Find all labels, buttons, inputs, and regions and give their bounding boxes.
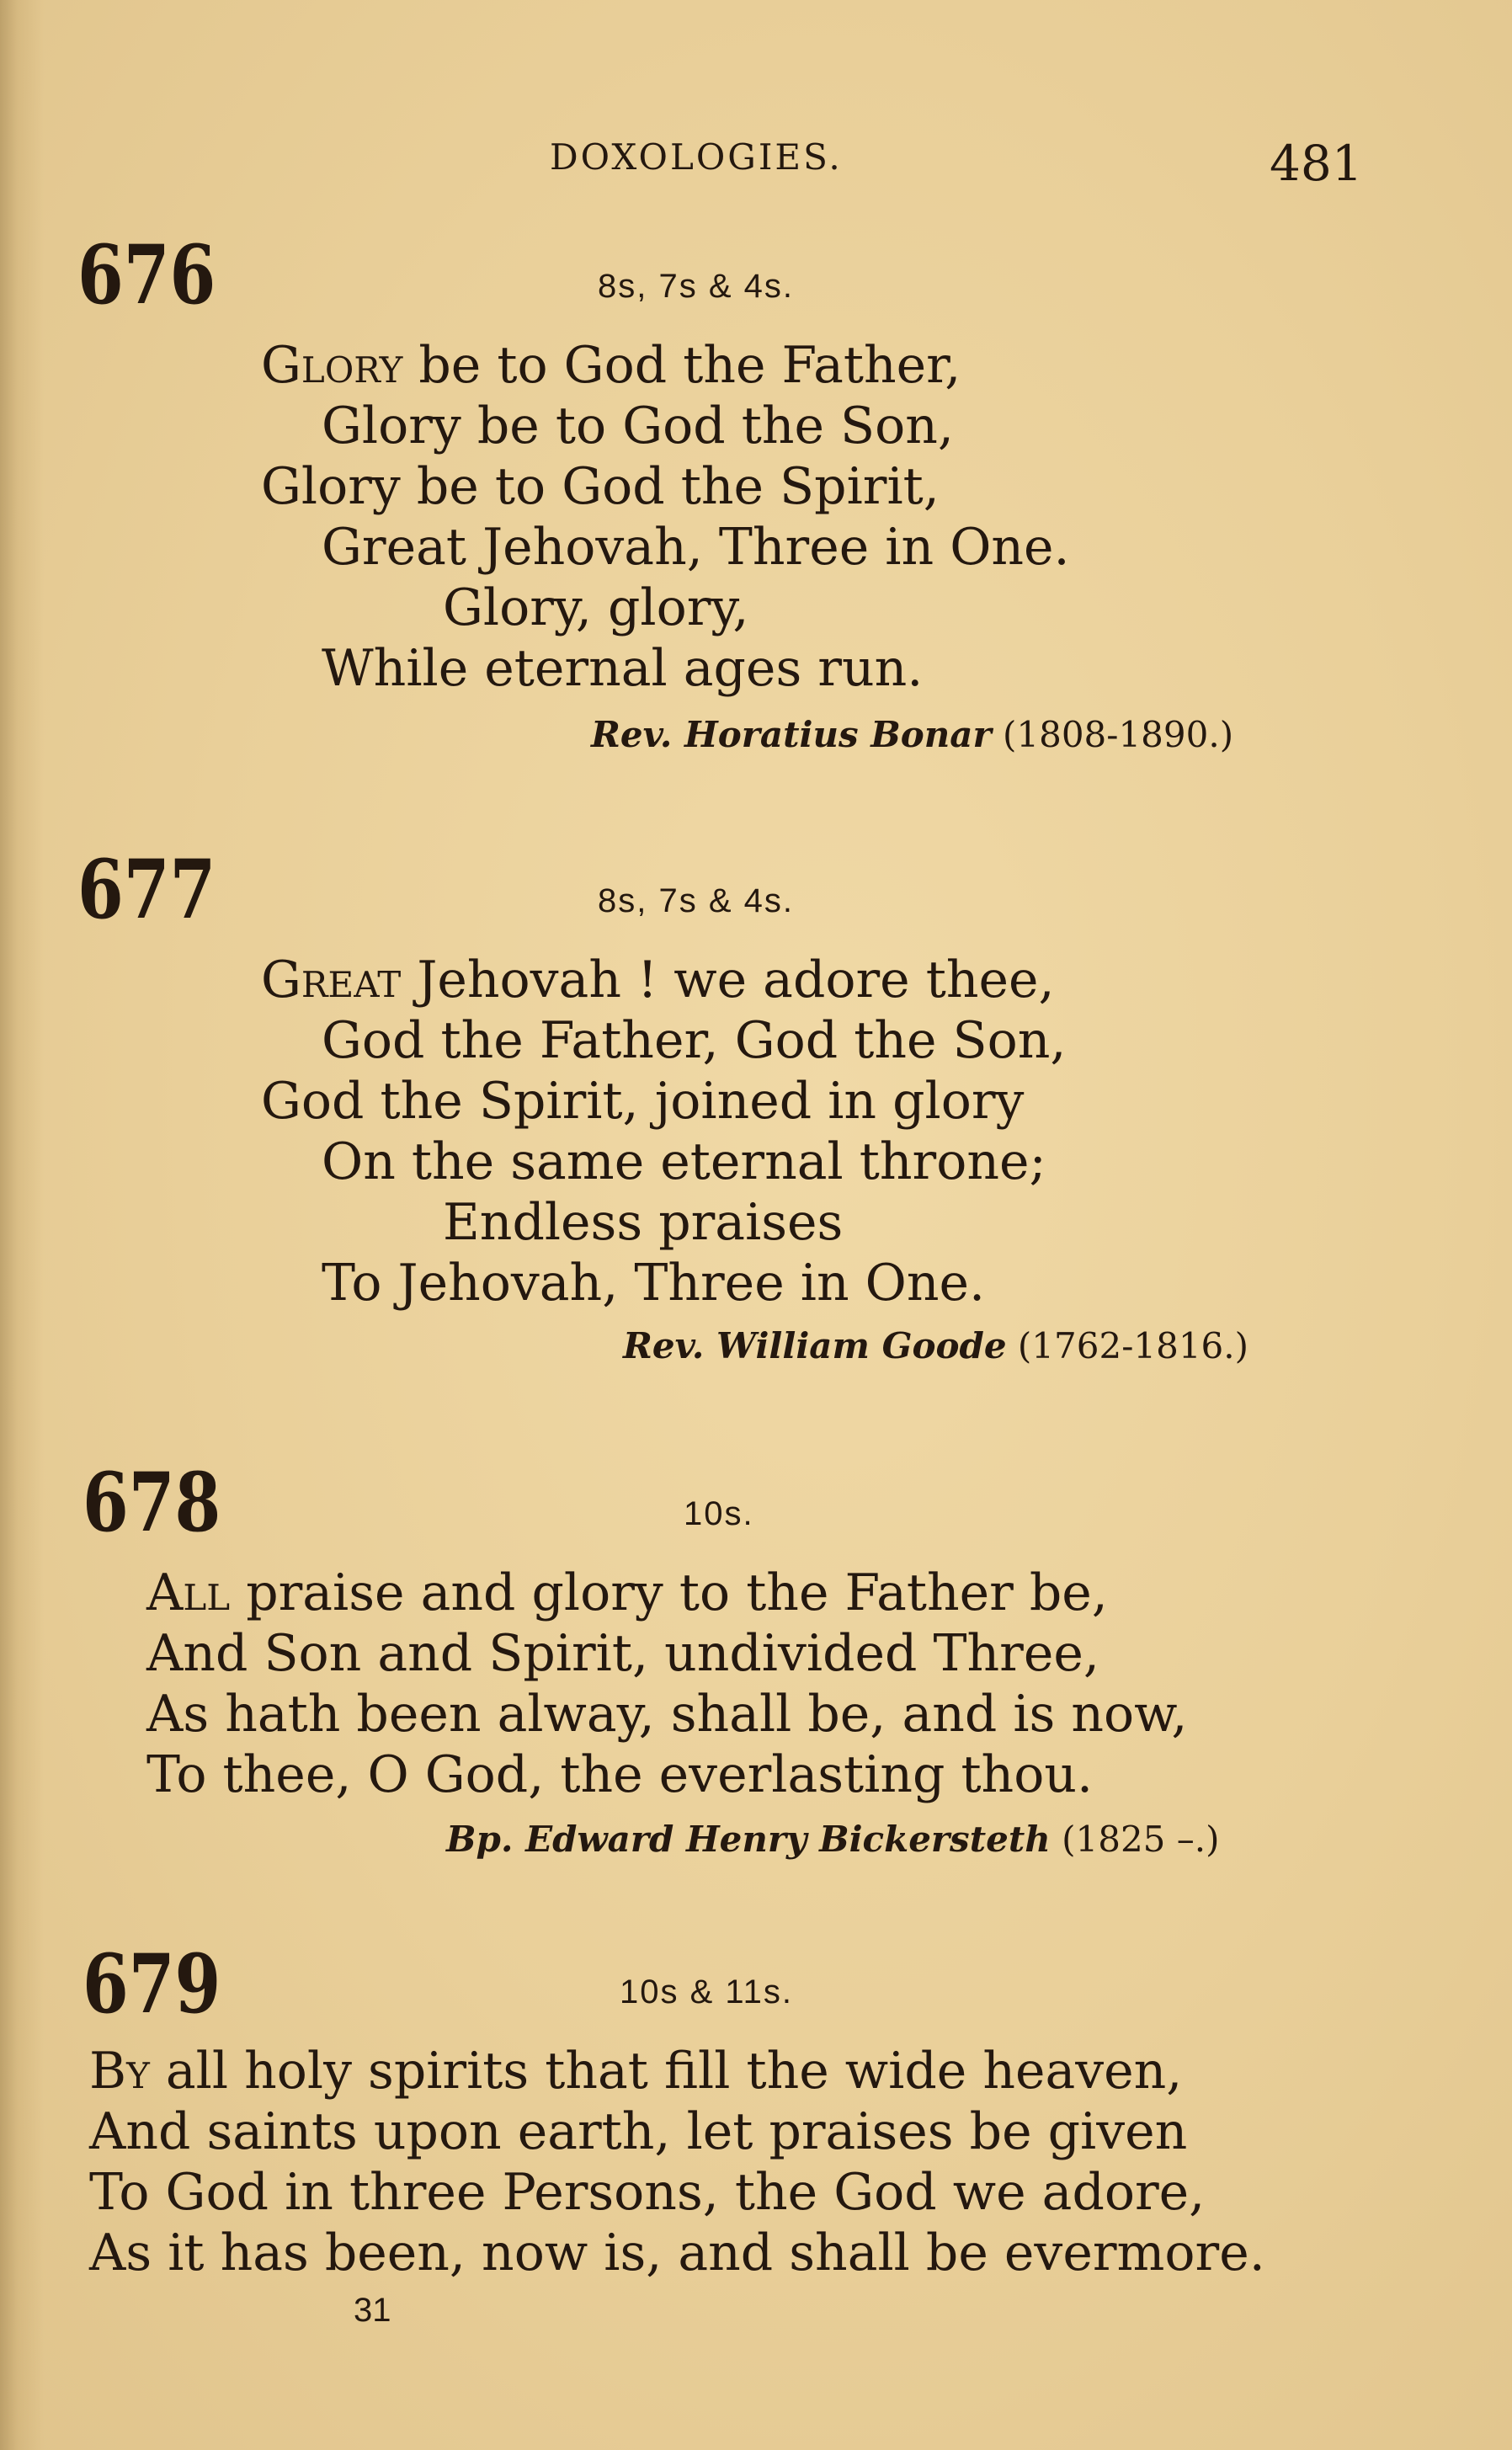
first-line-rest: all holy spirits that fill the wide heaven, [149,2042,1183,2101]
hymn-line: And saints upon earth, let praises be given [89,2102,1188,2161]
attribution [446,1819,1219,1860]
running-head: DOXOLOGIES. [550,136,843,178]
hymn-line [261,950,1055,1010]
hymn-meter: 10s & 11s. [620,1973,794,2011]
hymn-number: 679 [83,1936,221,2032]
first-line-rest: praise and glory to the Father be, [230,1563,1108,1622]
author-dates: (1808-1890.) [1003,714,1234,755]
hymn-meter: 8s, 7s & 4s. [598,268,794,305]
hymn-line: To Jehovah, Three in One. [322,1254,986,1313]
hymn-line [261,335,961,396]
hymn-line: Glory be to God the Spirit, [261,457,940,516]
hymn-number: 676 [77,227,216,322]
first-line-rest: Jehovah ! we adore thee, [401,951,1055,1009]
hymn-line: Glory be to God the Son, [322,397,954,455]
signature-mark: 31 [354,2292,391,2329]
author-name: Bp. Edward Henry Bickersteth [446,1819,1051,1860]
hymn-line [146,1563,1108,1623]
hymn-line: Great Jehovah, Three in One. [322,518,1070,577]
first-word: By [89,2042,150,2101]
author-name: Rev. William Goode [623,1325,1007,1366]
hymn-line: Glory, glory, [443,578,749,637]
hymn-line: On the same eternal throne; [322,1132,1046,1191]
attribution [591,714,1233,755]
attribution [623,1325,1248,1366]
spine-shadow [0,0,44,2450]
first-word: Glory [261,336,403,395]
hymn-line: Endless praises [443,1193,844,1252]
hymn-line: As hath been alway, shall be, and is now, [146,1685,1188,1744]
first-word: All [146,1563,231,1622]
hymn-number: 678 [83,1455,221,1550]
hymn-number: 677 [77,842,216,937]
hymn-line [89,2041,1182,2101]
hymn-line: As it has been, now is, and shall be evermore. [89,2224,1265,2282]
first-line-rest: be to God the Father, [402,336,961,395]
hymn-line: To God in three Persons, the God we adore, [89,2163,1206,2222]
author-dates: (1762-1816.) [1017,1325,1249,1366]
hymn-meter: 10s. [684,1495,754,1532]
hymn-line: While eternal ages run. [322,639,924,698]
hymn-line: God the Spirit, joined in glory [261,1072,1025,1131]
first-word: Great [261,951,402,1009]
hymn-line: God the Father, God the Son, [322,1011,1067,1070]
hymn-line: And Son and Spirit, undivided Three, [146,1624,1099,1683]
author-dates: (1825 –.) [1062,1819,1220,1860]
page-number: 481 [1270,135,1363,192]
hymn-meter: 8s, 7s & 4s. [598,882,794,919]
hymn-line: To thee, O God, the everlasting thou. [146,1745,1094,1804]
author-name: Rev. Horatius Bonar [591,714,992,755]
